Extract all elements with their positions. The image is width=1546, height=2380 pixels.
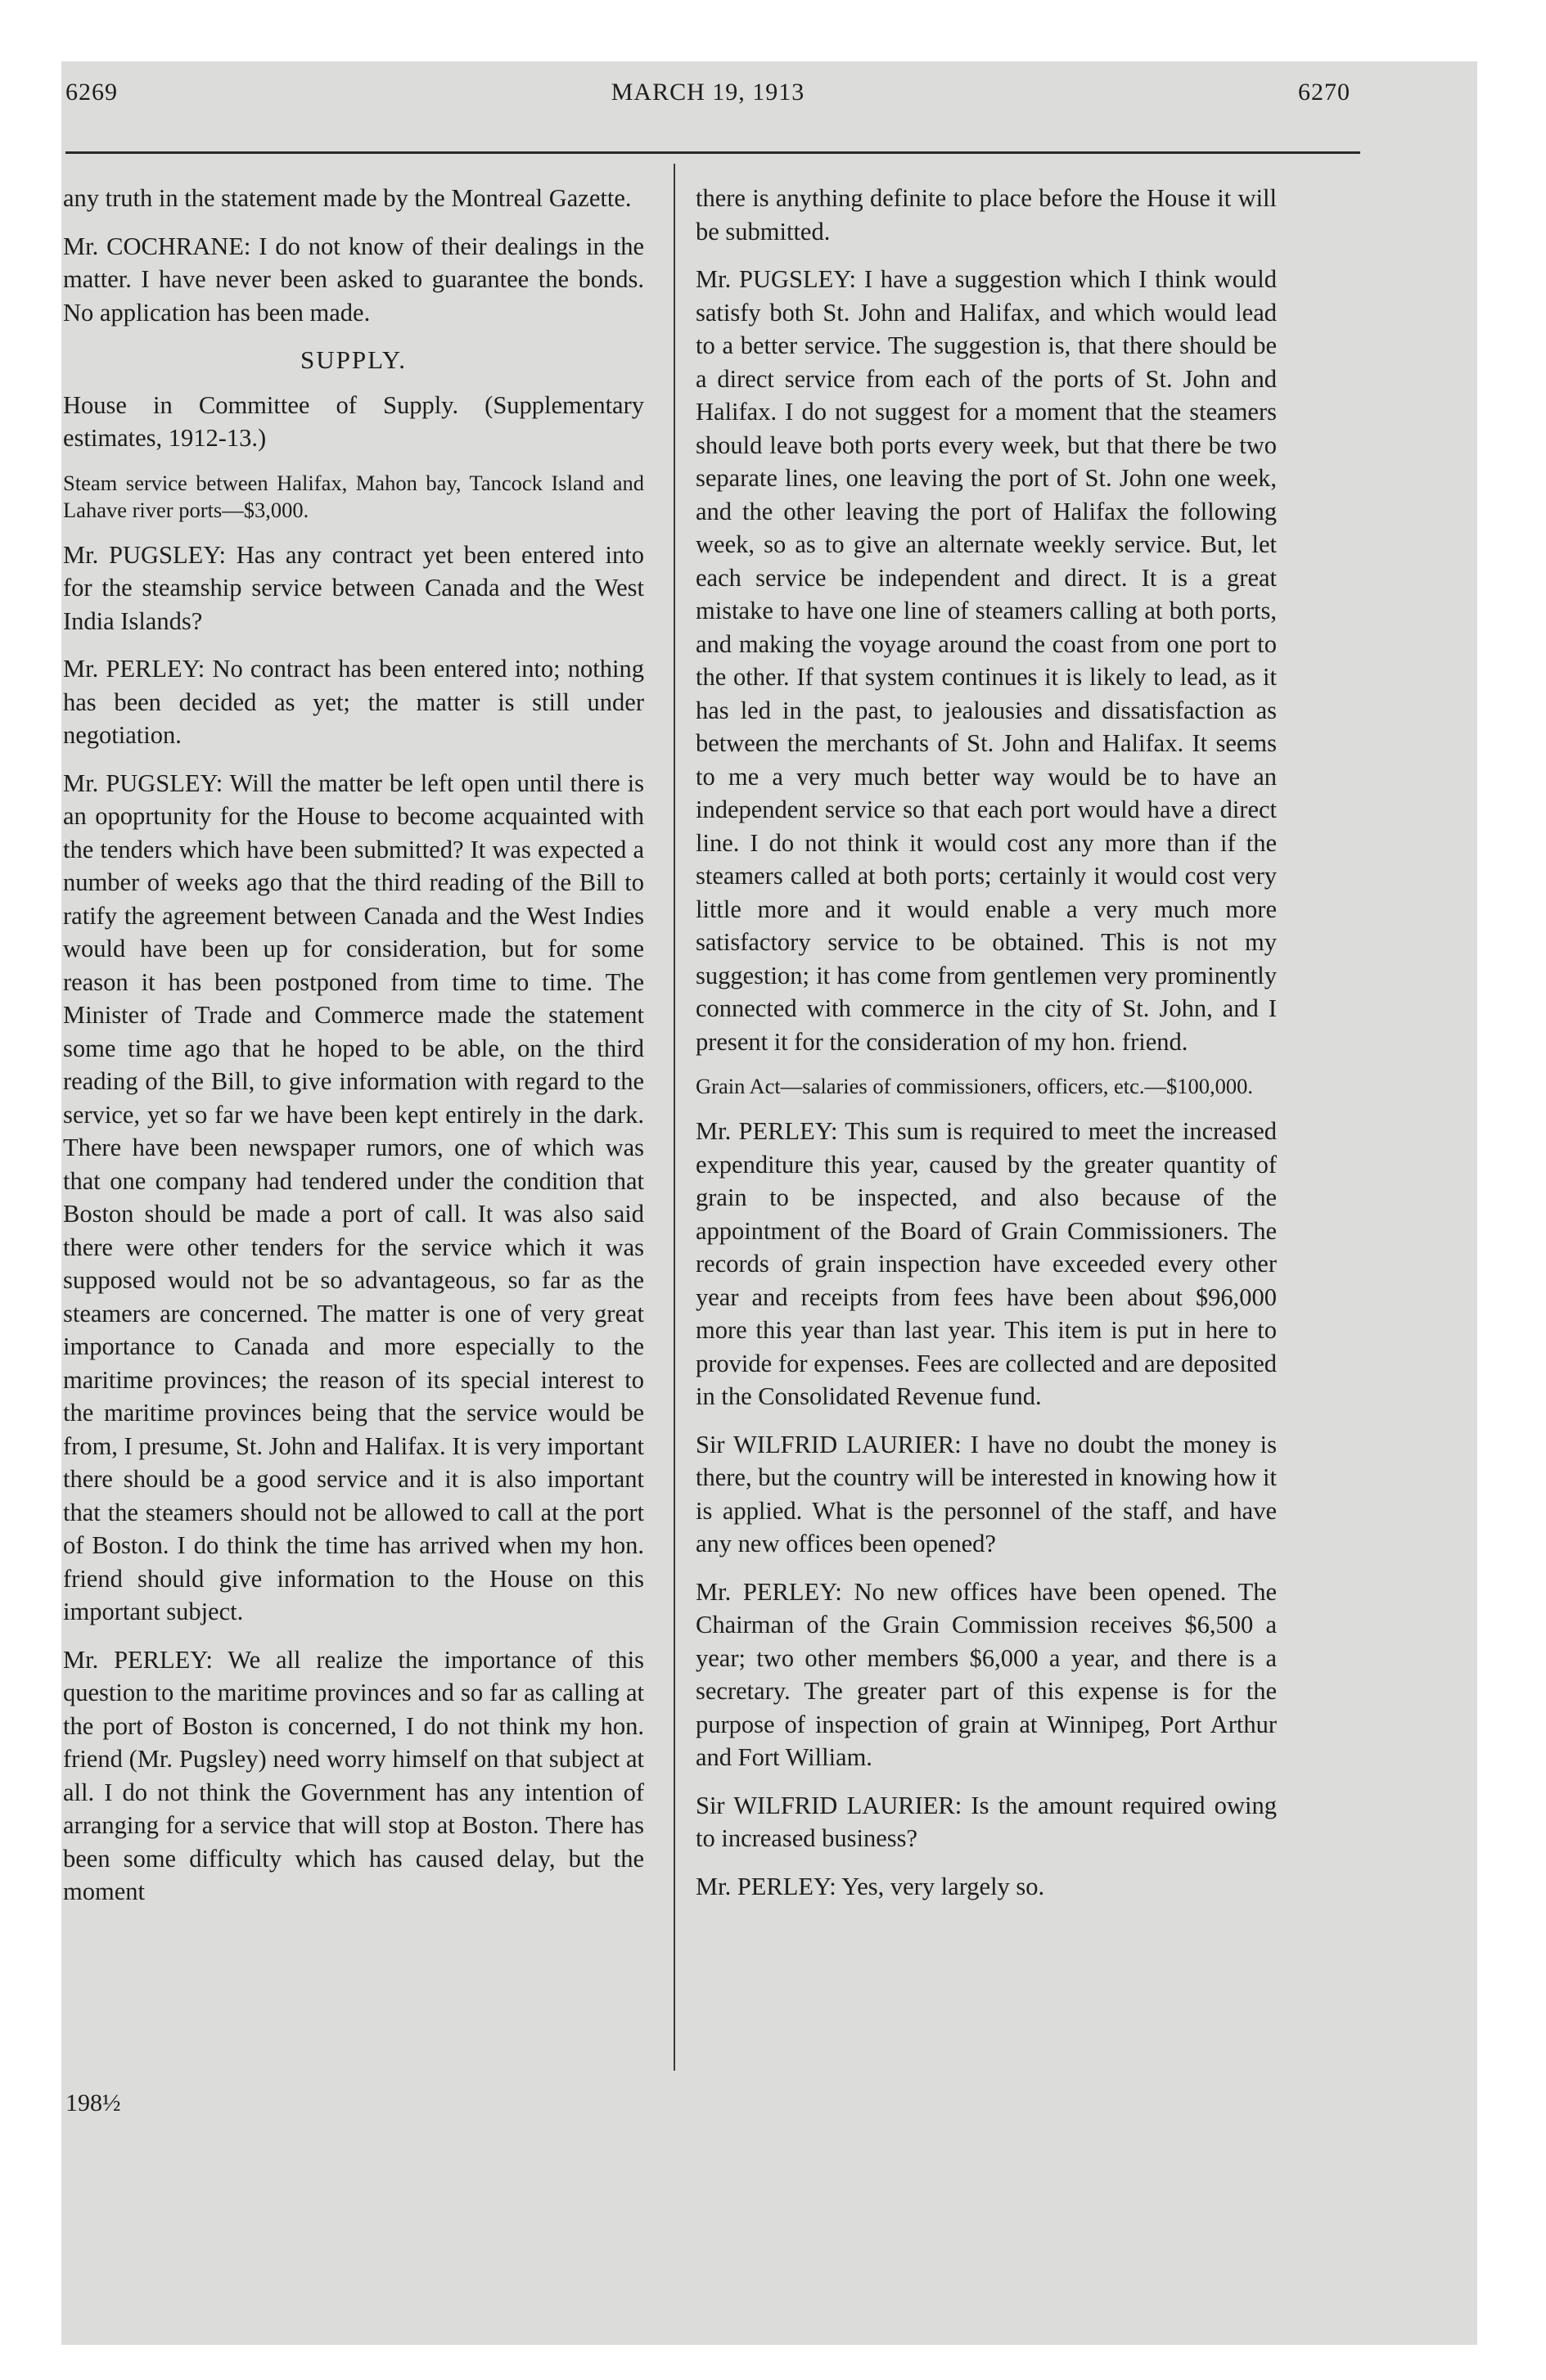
section-heading: SUPPLY. (300, 345, 408, 374)
column-divider (674, 164, 675, 2071)
estimate-item: Steam service between Halifax, Mahon bay, Tancock Island and Lahave river ports—$3,000. (63, 470, 644, 522)
paragraph: Mr. PERLEY: This sum is required to meet the increased expenditure this year, caused by the greater quantity of grain to be inspected, and also because of the appointment of the Board of Grain Commissioners. The records of grain inspection have exceeded every other year and receipts from fees have been about $96,000 more this year than last year. This item is put in here to provide for expenses. Fees are collected and are deposited in the Consolidated Revenue fund. (696, 1117, 1277, 1410)
paragraph: Mr. PERLEY: No new offices have been opened. The Chairman of the Grain Commission receives $6,500 a year; two other members $6,000 a year, and there is a secretary. The greater part of this expense is for the purpose of inspection of grain at Winnipeg, Port Arthur and Fort William. (696, 1577, 1277, 1771)
signature-mark: 198½ (65, 2089, 121, 2116)
paragraph: Mr. PERLEY: No contract has been entered into; nothing has been decided as yet; the matter is still under negotiation. (63, 655, 644, 749)
page-number-right: 6270 (1298, 79, 1350, 106)
paragraph: there is anything definite to place before the House it will be submitted. (696, 184, 1277, 246)
paragraph: Mr. PUGSLEY: I have a suggestion which I think would satisfy both St. John and Halifax, and which would lead to a better service. The suggestion is, that there should be a direct service from each of the ports of St. John and Halifax. I do not suggest for a moment that the steamers should leave both ports every week, but that there be two separate lines, one leaving the port of St. John one week, and the other leaving the port of Halifax the following week, so as to give an alternate weekly service. But, let each service be independent and direct. It is a great mistake to have one line of steamers calling at both ports, and making the voyage around the coast from one port to the other. If that system continues it is likely to lead, as it has led in the past, to jealousies and dissatisfaction as between the merchants of St. John and Halifax. It seems to me a very much better way would be to have an independent service so that each port would have a direct line. I do not think it would cost any more than if the steamers called at both ports; certainly it would cost very little more and it would enable a very much more satisfactory service to be obtained. This is not my suggestion; it has come from gentlemen very prominently connected with commerce in the city of St. John, and I present it for the consideration of my hon. friend. (696, 265, 1277, 1056)
page-date: MARCH 19, 1913 (611, 79, 805, 106)
paragraph: House in Committee of Supply. (Supplementary estimates, 1912-13.) (63, 390, 644, 452)
header-rule (65, 151, 1360, 154)
paragraph: Mr. PERLEY: We all realize the importance of this question to the maritime provinces and so far as calling at the port of Boston is concerned, I do not think my hon. friend (Mr. Pugsley) need worry himself on that subject at all. I do not think the Government has any intention of arranging for a service that will stop at Boston. There has been some difficulty which has caused delay, but the moment (63, 1645, 644, 1905)
paragraph: Mr. PERLEY: Yes, very largely so. (696, 1872, 1045, 1900)
left-column (63, 182, 644, 1923)
estimate-item: Grain Act—salaries of commissioners, officers, etc.—$100,000. (696, 1074, 1253, 1098)
page-number-left: 6269 (65, 79, 118, 106)
paragraph: Mr. PUGSLEY: Has any contract yet been entered into for the steamship service between Canada and the West India Islands? (63, 540, 644, 635)
paragraph: any truth in the statement made by the Montreal Gazette. (63, 184, 632, 212)
page-header (65, 79, 1350, 128)
paragraph: Sir WILFRID LAURIER: Is the amount required owing to increased business? (696, 1791, 1277, 1852)
right-column (696, 182, 1277, 1918)
paragraph: Mr. COCHRANE: I do not know of their dealings in the matter. I have never been asked to guarantee the bonds. No application has been made. (63, 232, 644, 327)
paragraph: Mr. PUGSLEY: Will the matter be left open until there is an opoprtunity for the House to become acquainted with the tenders which have been submitted? It was expected a number of weeks ago that the third reading of the Bill to ratify the agreement between Canada and the West Indies would have been up for consideration, but for some reason it has been postponed from time to time. The Minister of Trade and Commerce made the statement some time ago that he hoped to be able, on the third reading of the Bill, to give information with regard to the service, yet so far we have been kept entirely in the dark. There have been newspaper rumors, one of which was that one company had tendered under the condition that Boston should be made a port of call. It was also said there were other tenders for the service which it was supposed would not be so advantageous, so far as the steamers are concerned. The matter is one of very great importance to Canada and more especially to the maritime provinces; the reason of its special interest to the maritime provinces being that the service would be from, I presume, St. John and Halifax. It is very important there should be a good service and it is also important that the steamers should not be allowed to call at the port of Boston. I do think the time has arrived when my hon. friend should give information to the House on this important subject. (63, 769, 644, 1625)
paragraph: Sir WILFRID LAURIER: I have no doubt the money is there, but the country will be interested in knowing how it is applied. What is the personnel of the staff, and have any new offices been opened? (696, 1430, 1277, 1557)
